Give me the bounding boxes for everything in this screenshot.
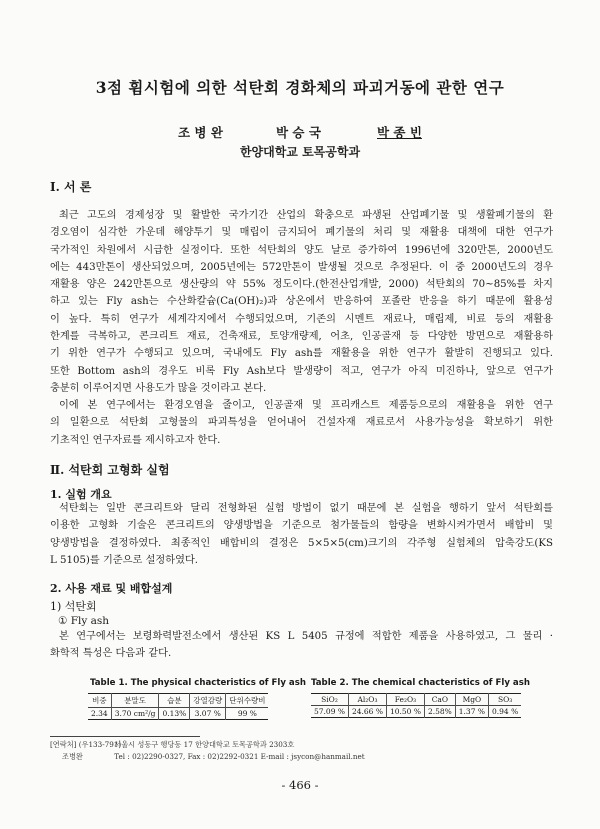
subsection-heading-overview: 1. 실험 개요 (50, 488, 112, 501)
text-line: 양생방법을 결정하였다. 최종적인 배합비의 결정은 5×5×5(cm)크기의 각주형 실험체의 압축강도(KS (50, 537, 553, 549)
table-header-cell: SO₃ (489, 694, 522, 706)
intro-paragraph-2 (50, 397, 553, 449)
table-header-cell: 분말도 (111, 694, 159, 708)
table-cell: 0.94 % (489, 706, 522, 718)
paper-title: 3점 휨시험에 의한 석탄회 경화체의 파괴거동에 관한 연구 (95, 78, 505, 97)
text-line: 또한 Bottom ash의 경우도 비록 Fly Ash보다 발생량이 적고, 연구가 아직 미진하나, 앞으로 연구가 (50, 365, 553, 377)
text-line: 의 일환으로 석탄회 고형물의 파괴특성을 얻어내어 건설자재 재료로서 사용가능성을 확보하기 위한 (50, 417, 553, 429)
footnote-label: [연락처] (우133-791) (50, 740, 122, 749)
table-header-cell: MgO (455, 694, 488, 706)
text-line: 이 높다. 특히 연구가 세계각지에서 수행되었으며, 기존의 시멘트 재료나, 매립제, 비료 등의 재활용 (50, 313, 553, 325)
section-heading-introduction: Ⅰ. 서 론 (50, 180, 92, 194)
page-number: - 466 - (281, 778, 319, 792)
text-line: 충분히 이루어지면 사용도가 많을 것이라고 본다. (50, 382, 267, 394)
table-cell: 57.09 % (314, 707, 345, 716)
text-line: 재활용 양은 242만톤으로 생산량의 약 55% 정도이다.(한전산업개발, 2000) 석탄회의 70~85%를 차지 (50, 279, 553, 291)
table-cell: 10.50 % (386, 706, 424, 718)
item-heading-coal-ash: 1) 석탄회 (50, 600, 97, 613)
footnote-text: 서울시 성동구 행당동 17 한양대학교 토목공학과 2303호 (114, 740, 295, 749)
table-cell: 2.58% (424, 706, 455, 718)
section-heading-experiment: Ⅱ. 석탄회 고형화 실험 (50, 463, 170, 477)
table-header-cell: SiO₂ (321, 695, 338, 704)
table-cell: 1.37 % (455, 706, 488, 718)
text-line: 한계를 극복하고, 콘크리트 재료, 건축재료, 토양개량제, 어초, 인공골재 등 다양한 방면으로 재활용하 (50, 331, 553, 343)
table-cell: 2.34 (91, 709, 108, 718)
footnote-text: Tel : 02)2290-0327, Fax : 02)2292-0321 E-mail : jsycon@hanmail.net (114, 752, 365, 761)
author-name: 박 종 빈 (377, 125, 422, 140)
materials-paragraph (50, 628, 553, 663)
text-line: 경오염이 심각한 가운데 해양투기 및 매립이 금지되어 폐기물의 처리 및 재활용 대책에 대한 연구가 (50, 227, 553, 239)
text-line: 국가적인 차원에서 시급한 실정이다. 또한 석탄회의 양도 날로 증가하여 1996년에 320만톤, 2000년도 (50, 244, 553, 256)
footnote-divider (50, 736, 200, 737)
footnote-contact (50, 752, 365, 762)
table-header-cell: Fe₂O₃ (386, 694, 424, 706)
affiliation: 한양대학교 토목공학과 (239, 145, 361, 159)
text-line: 이에 본 연구에서는 환경오염을 줄이고, 인공골재 및 프리캐스트 제품등으로의 재활용을 위한 연구 (59, 400, 553, 411)
table-cell: 24.66 % (348, 706, 386, 718)
author-list (0, 123, 600, 141)
table-header-cell: Al₂O₃ (348, 694, 386, 706)
text-line: 하고 있는 Fly ash는 수산화칼슘(Ca(OH)₂)과 상온에서 반응하여 포졸란 반응을 하기 때문에 활용성 (50, 296, 553, 308)
table2-chemical-characteristics (311, 693, 521, 718)
footnote-address (50, 740, 294, 750)
text-line: 최근 고도의 경제성장 및 활발한 국가기간 산업의 확충으로 파생된 산업폐기물 및 생활폐기물의 환 (59, 210, 553, 221)
table-row (311, 706, 521, 718)
author-name: 박 승 국 (276, 125, 321, 140)
table1-physical-characteristics (88, 693, 268, 720)
text-line: 이용한 고형화 기술은 콘크리트의 양생방법을 기준으로 첨가물들의 함량을 변화시켜가면서 배합비 및 (50, 520, 553, 532)
footnote-label: 조병완 (62, 752, 83, 761)
intro-paragraph-1 (50, 207, 553, 397)
text-line: 기초적인 연구자료를 제시하고자 한다. (50, 434, 221, 446)
table-header-cell: 비중 (92, 696, 107, 705)
table-header-cell: 강열감량 (190, 694, 226, 708)
text-line: 석탄회는 일반 콘크리트와 달리 전형화된 실험 방법이 없기 때문에 본 실험을 행하기 앞서 석탄회를 (59, 503, 553, 514)
table-cell: 3.70 cm²/g (111, 708, 159, 720)
text-line: 본 연구에서는 보령화력발전소에서 생산된 KS L 5405 규정에 적합한 제품을 사용하였고, 그 물리 · (59, 631, 553, 642)
subsection-heading-materials: 2. 사용 재료 및 배합설계 (50, 582, 173, 595)
text-line: L 5105)를 기준으로 설정하였다. (50, 554, 199, 566)
text-line: 에는 443만톤이 생산되었으며, 2005년에는 572만톤이 발생될 것으로 추정된다. 이 중 2000년도의 경우 (50, 261, 553, 273)
item-fly-ash: ① Fly ash (58, 615, 110, 627)
table-cell: 0.13% (159, 708, 190, 720)
table-header-cell: 습분 (159, 694, 190, 708)
table1-caption: Table 1. The physical chacteristics of Fly ash (90, 678, 306, 688)
table2-caption: Table 2. The chemical chacteristics of Fly ash (311, 678, 530, 688)
table-cell: 3.07 % (190, 708, 226, 720)
table-cell: 99 % (226, 708, 269, 720)
author-name: 조 병 완 (178, 125, 223, 140)
table-row (88, 708, 268, 720)
overview-paragraph (50, 500, 553, 569)
text-line: 기 위한 연구가 수행되고 있으며, 국내에도 Fly ash를 재활용을 위한 연구가 활발히 진행되고 있다. (50, 348, 553, 360)
text-line: 화학적 특성은 다음과 같다. (50, 648, 172, 660)
table-header-cell: CaO (424, 694, 455, 706)
table-header-cell: 단위수량비 (226, 694, 269, 708)
